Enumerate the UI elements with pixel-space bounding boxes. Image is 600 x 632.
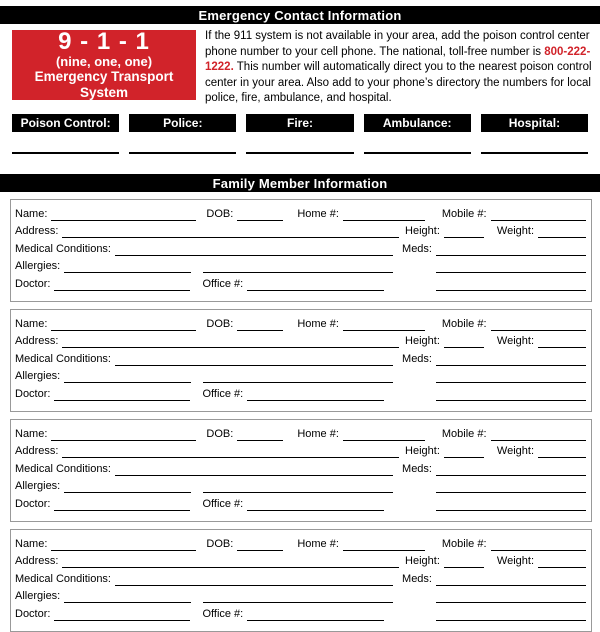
poison-control-field-line	[12, 140, 119, 154]
office-phone-label: Office #:	[202, 497, 244, 510]
name-field-line	[51, 538, 196, 551]
allergies-field-line	[64, 480, 191, 493]
home-phone-label: Home #:	[297, 207, 339, 220]
mobile-phone-field-line	[491, 538, 586, 551]
member-row-medical	[15, 348, 586, 366]
address-label: Address:	[15, 555, 59, 567]
address-field-line	[62, 445, 399, 458]
medical-conditions-field-line	[115, 463, 393, 476]
meds-field-line-2	[436, 590, 586, 603]
family-member-block-2	[10, 309, 592, 412]
dob-label: DOB:	[206, 427, 234, 440]
instructions-text-after: This number will automatically direct you to the nearest poison control center in your area. Also add to your phone’s directory the numbers for local police, fire, ambulance, and hospital.	[205, 61, 592, 104]
office-phone-field-line	[247, 388, 384, 401]
meds-field-line-3	[436, 388, 586, 401]
name-field-line	[51, 318, 196, 331]
911-emergency-box	[12, 27, 196, 100]
mobile-phone-field-line	[491, 208, 586, 221]
member-row-allergies	[15, 586, 586, 604]
height-label: Height:	[405, 335, 440, 347]
hospital-label: Hospital:	[508, 116, 561, 130]
member-row-doctor	[15, 383, 586, 401]
medical-conditions-label: Medical Conditions:	[15, 352, 111, 365]
member-row-address	[15, 551, 586, 569]
mobile-phone-label: Mobile #:	[441, 317, 487, 330]
height-field-line	[444, 555, 484, 568]
mobile-phone-field-line	[491, 318, 586, 331]
office-phone-field-line	[247, 498, 384, 511]
member-row-medical	[15, 238, 586, 256]
member-row-allergies	[15, 366, 586, 384]
address-label: Address:	[15, 445, 59, 457]
dob-label: DOB:	[206, 317, 234, 330]
hospital-field-line	[481, 140, 588, 154]
family-member-block-1	[10, 199, 592, 302]
weight-label: Weight:	[496, 445, 534, 457]
member-row-doctor	[15, 493, 586, 511]
home-phone-label: Home #:	[297, 427, 339, 440]
mobile-phone-label: Mobile #:	[441, 207, 487, 220]
fire-label: Fire:	[287, 116, 314, 130]
911-number: 9 - 1 - 1	[58, 27, 150, 55]
meds-field-line	[436, 463, 586, 476]
height-label: Height:	[405, 555, 440, 567]
service-box-ambulance	[364, 114, 471, 132]
medical-conditions-label: Medical Conditions:	[15, 572, 111, 585]
height-label: Height:	[405, 445, 440, 457]
address-field-line	[62, 555, 399, 568]
emergency-services-lines	[12, 140, 588, 154]
ambulance-field-line	[364, 140, 471, 154]
allergies-field-line	[64, 370, 191, 383]
doctor-field-line	[54, 388, 190, 401]
meds-label: Meds:	[402, 462, 432, 475]
service-box-hospital	[481, 114, 588, 132]
office-phone-label: Office #:	[202, 277, 244, 290]
poison-control-instructions	[205, 29, 595, 107]
height-field-line	[444, 445, 484, 458]
name-label: Name:	[15, 207, 48, 220]
meds-field-line	[436, 573, 586, 586]
weight-field-line	[538, 445, 586, 458]
name-field-line	[51, 208, 196, 221]
member-row-allergies	[15, 256, 586, 274]
meds-label: Meds:	[402, 572, 432, 585]
home-phone-field-line	[343, 318, 425, 331]
meds-field-line-2	[436, 480, 586, 493]
weight-label: Weight:	[496, 555, 534, 567]
poison-control-phone-number: 800-222-1222.	[205, 45, 591, 73]
instructions-text-before: If the 911 system is not available in your area, add the poison control center phone number to your cell phone. The national, toll-free number is	[205, 30, 590, 58]
office-phone-label: Office #:	[202, 607, 244, 620]
home-phone-label: Home #:	[297, 537, 339, 550]
allergies-field-line-2	[203, 590, 393, 603]
weight-label: Weight:	[496, 335, 534, 347]
meds-field-line-3	[436, 278, 586, 291]
medical-conditions-field-line	[115, 573, 393, 586]
medical-conditions-field-line	[115, 353, 393, 366]
allergies-field-line-2	[203, 260, 393, 273]
name-label: Name:	[15, 427, 48, 440]
mobile-phone-label: Mobile #:	[441, 537, 487, 550]
name-field-line	[51, 428, 196, 441]
meds-field-line	[436, 353, 586, 366]
meds-label: Meds:	[402, 242, 432, 255]
emergency-services-row	[12, 114, 588, 132]
service-box-poison-control	[12, 114, 119, 132]
service-box-fire	[246, 114, 353, 132]
doctor-label: Doctor:	[15, 497, 51, 510]
doctor-field-line	[54, 498, 190, 511]
height-field-line	[444, 225, 484, 238]
office-phone-field-line	[247, 278, 384, 291]
doctor-label: Doctor:	[15, 277, 51, 290]
meds-field-line	[436, 243, 586, 256]
family-member-header-title: Family Member Information	[212, 175, 388, 191]
weight-label: Weight:	[496, 225, 534, 237]
member-row-name	[15, 533, 586, 551]
office-phone-label: Office #:	[202, 387, 244, 400]
home-phone-field-line	[343, 538, 425, 551]
address-label: Address:	[15, 225, 59, 237]
allergies-label: Allergies:	[15, 260, 61, 272]
weight-field-line	[538, 335, 586, 348]
doctor-field-line	[54, 278, 190, 291]
police-label: Police:	[163, 116, 203, 130]
height-label: Height:	[405, 225, 440, 237]
family-member-block-4	[10, 529, 592, 632]
member-row-address	[15, 441, 586, 459]
address-field-line	[62, 335, 399, 348]
family-member-block-3	[10, 419, 592, 522]
meds-field-line-3	[436, 498, 586, 511]
911-number-words: (nine, one, one)	[55, 53, 153, 69]
dob-field-line	[237, 428, 283, 441]
member-row-name	[15, 203, 586, 221]
dob-field-line	[237, 318, 283, 331]
meds-field-line-2	[436, 260, 586, 273]
medical-conditions-label: Medical Conditions:	[15, 462, 111, 475]
doctor-label: Doctor:	[15, 387, 51, 400]
medical-conditions-field-line	[115, 243, 393, 256]
meds-label: Meds:	[402, 352, 432, 365]
mobile-phone-label: Mobile #:	[441, 427, 487, 440]
member-row-name	[15, 423, 586, 441]
office-phone-field-line	[247, 608, 384, 621]
medical-conditions-label: Medical Conditions:	[15, 242, 111, 255]
dob-field-line	[237, 208, 283, 221]
member-row-doctor	[15, 273, 586, 291]
home-phone-field-line	[343, 428, 425, 441]
meds-field-line-3	[436, 608, 586, 621]
address-label: Address:	[15, 335, 59, 347]
allergies-field-line	[64, 590, 191, 603]
allergies-label: Allergies:	[15, 480, 61, 492]
member-row-address	[15, 221, 586, 239]
allergies-field-line	[64, 260, 191, 273]
member-row-medical	[15, 458, 586, 476]
doctor-label: Doctor:	[15, 607, 51, 620]
dob-label: DOB:	[206, 537, 234, 550]
home-phone-label: Home #:	[297, 317, 339, 330]
height-field-line	[444, 335, 484, 348]
member-row-medical	[15, 568, 586, 586]
name-label: Name:	[15, 317, 48, 330]
emergency-contact-header-title: Emergency Contact Information	[198, 7, 402, 23]
member-row-doctor	[15, 603, 586, 621]
address-field-line	[62, 225, 399, 238]
weight-field-line	[538, 555, 586, 568]
allergies-field-line-2	[203, 480, 393, 493]
dob-field-line	[237, 538, 283, 551]
member-row-address	[15, 331, 586, 349]
home-phone-field-line	[343, 208, 425, 221]
weight-field-line	[538, 225, 586, 238]
allergies-label: Allergies:	[15, 370, 61, 382]
family-member-header-bar	[0, 174, 600, 192]
member-row-allergies	[15, 476, 586, 494]
allergies-field-line-2	[203, 370, 393, 383]
fire-field-line	[246, 140, 353, 154]
emergency-contact-header-bar	[0, 6, 600, 24]
meds-field-line-2	[436, 370, 586, 383]
doctor-field-line	[54, 608, 190, 621]
911-system-name: Emergency Transport System	[34, 68, 174, 100]
service-box-police	[129, 114, 236, 132]
allergies-label: Allergies:	[15, 590, 61, 602]
police-field-line	[129, 140, 236, 154]
dob-label: DOB:	[206, 207, 234, 220]
ambulance-label: Ambulance:	[382, 116, 452, 130]
poison-control-label: Poison Control:	[20, 116, 111, 130]
name-label: Name:	[15, 537, 48, 550]
member-row-name	[15, 313, 586, 331]
mobile-phone-field-line	[491, 428, 586, 441]
